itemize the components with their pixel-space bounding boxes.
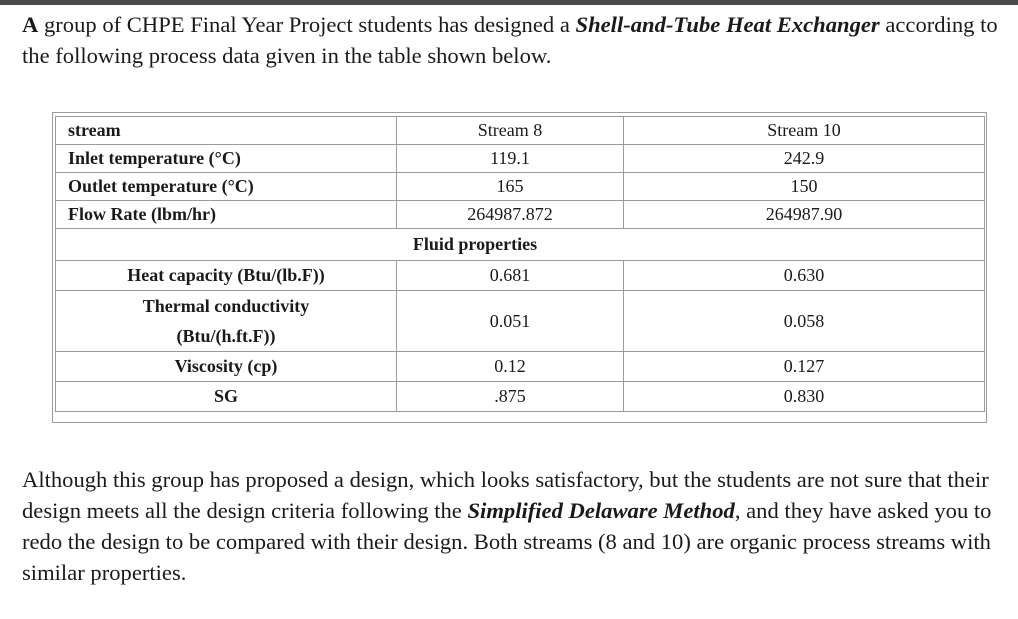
row-value-stream-10: 264987.90 xyxy=(624,201,985,229)
row-label: Flow Rate (lbm/hr) xyxy=(56,201,397,229)
row-label: Outlet temperature (°C) xyxy=(56,173,397,201)
table-row xyxy=(56,382,985,412)
table-row xyxy=(56,261,985,291)
property-value-stream-8: .875 xyxy=(397,382,624,412)
table-row xyxy=(56,201,985,229)
header-stream-10: Stream 10 xyxy=(624,117,985,145)
header-stream-label: stream xyxy=(56,117,397,145)
property-label xyxy=(56,291,397,352)
fluid-properties-title xyxy=(56,229,985,261)
property-value-stream-8: 0.12 xyxy=(397,352,624,382)
row-value-stream-8: 165 xyxy=(397,173,624,201)
fluid-properties-section-row xyxy=(56,229,985,261)
table-header-row xyxy=(56,117,985,145)
table-row xyxy=(56,291,985,352)
property-label: Heat capacity (Btu/(lb.F)) xyxy=(56,261,397,291)
fluid-properties-title-text: Fluid properties xyxy=(412,234,538,254)
closing-text-before: Although this group has proposed a design, which looks satisfactory, but the students are not sure that their design meets all the design criteria following the xyxy=(22,467,989,523)
table-row xyxy=(56,173,985,201)
row-value-stream-8: 264987.872 xyxy=(397,201,624,229)
intro-text-before: group of CHPE Final Year Project students has designed a xyxy=(38,12,576,37)
row-value-stream-10: 242.9 xyxy=(624,145,985,173)
property-label-line-2: (Btu/(h.ft.F)) xyxy=(176,326,276,346)
closing-text-after: , and they have asked you to redo the design to be compared with their design. Both streams (8 and 10) are organic process streams with similar properties. xyxy=(22,498,992,585)
intro-lead: A xyxy=(22,12,39,37)
table-row xyxy=(56,145,985,173)
intro-emphasis: Shell-and-Tube Heat Exchanger xyxy=(575,12,880,37)
top-border xyxy=(0,0,1018,5)
intro-paragraph xyxy=(22,9,1012,71)
property-value-stream-8: 0.681 xyxy=(397,261,624,291)
process-data-table-frame xyxy=(52,112,987,423)
property-label: SG xyxy=(56,382,397,412)
row-value-stream-8: 119.1 xyxy=(397,145,624,173)
property-value-stream-10: 0.127 xyxy=(624,352,985,382)
property-label-line-1: Thermal conductivity xyxy=(142,296,310,316)
process-data-table xyxy=(55,116,985,412)
property-value-stream-10: 0.058 xyxy=(624,291,985,352)
row-label: Inlet temperature (°C) xyxy=(56,145,397,173)
property-label: Viscosity (cp) xyxy=(56,352,397,382)
closing-emphasis: Simplified Delaware Method xyxy=(467,498,735,523)
intro-text-after: according to the following process data given in the table shown below. xyxy=(22,12,998,68)
table-row xyxy=(56,352,985,382)
property-value-stream-8: 0.051 xyxy=(397,291,624,352)
header-stream-8: Stream 8 xyxy=(397,117,624,145)
row-value-stream-10: 150 xyxy=(624,173,985,201)
property-value-stream-10: 0.630 xyxy=(624,261,985,291)
closing-paragraph xyxy=(22,464,997,588)
property-value-stream-10: 0.830 xyxy=(624,382,985,412)
